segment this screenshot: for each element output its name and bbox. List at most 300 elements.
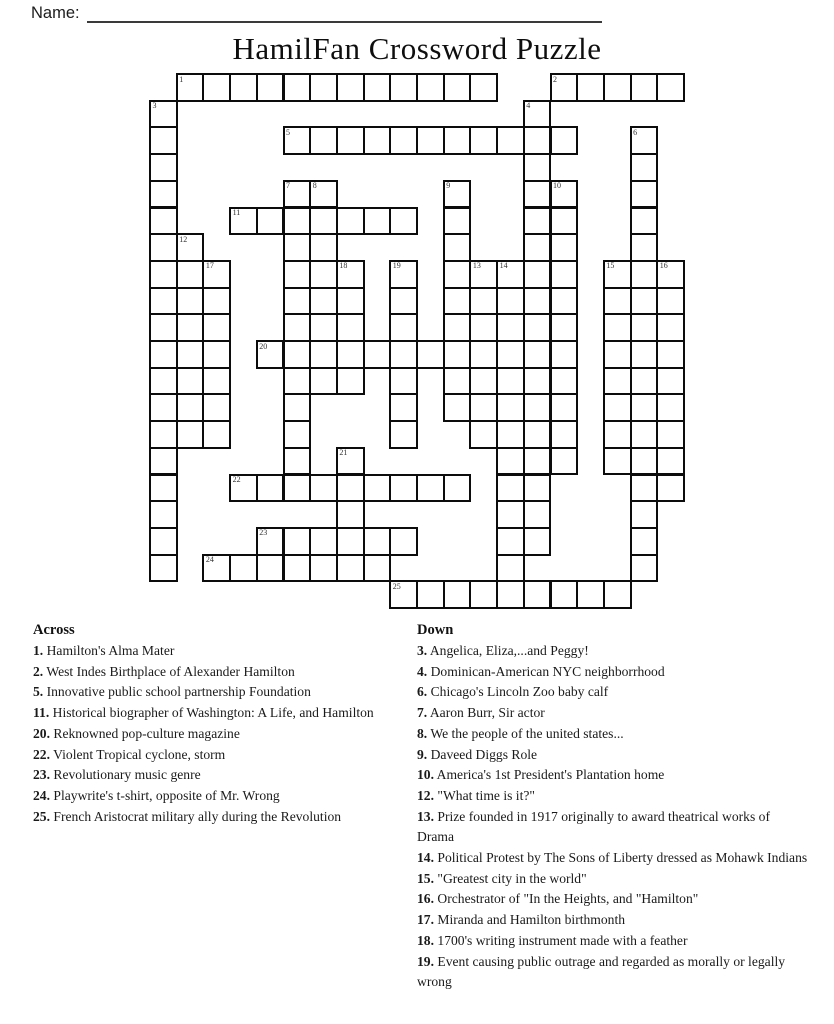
grid-cell[interactable] <box>283 313 312 342</box>
clue-number: 3. <box>417 643 428 658</box>
clue-item <box>33 703 413 724</box>
grid-cell[interactable] <box>149 447 178 476</box>
grid-cell[interactable] <box>363 73 392 102</box>
grid-cell[interactable] <box>550 393 579 422</box>
grid-cell[interactable] <box>389 313 418 342</box>
grid-cell[interactable] <box>149 393 178 422</box>
grid-cell[interactable] <box>283 554 312 583</box>
grid-cell[interactable] <box>523 527 552 556</box>
grid-cell[interactable] <box>656 474 685 503</box>
grid-cell[interactable] <box>656 73 685 102</box>
grid-cell[interactable] <box>496 420 525 449</box>
grid-cell[interactable] <box>149 500 178 529</box>
cell-number: 11 <box>232 208 241 217</box>
grid-cell[interactable] <box>656 447 685 476</box>
grid-cell[interactable] <box>283 233 312 262</box>
grid-cell[interactable] <box>202 420 231 449</box>
grid-cell[interactable] <box>496 367 525 396</box>
grid-cell[interactable] <box>336 313 365 342</box>
grid-cell[interactable] <box>496 554 525 583</box>
grid-cell[interactable] <box>443 233 472 262</box>
grid-cell[interactable] <box>630 527 659 556</box>
grid-cell[interactable] <box>443 126 472 155</box>
cell-number: 22 <box>232 475 241 484</box>
clue-number: 20. <box>33 725 50 741</box>
clue-item <box>417 807 809 848</box>
grid-cell[interactable] <box>496 340 525 369</box>
grid-cell[interactable] <box>202 287 231 316</box>
grid-cell[interactable] <box>416 580 445 609</box>
grid-cell[interactable] <box>229 554 258 583</box>
grid-cell[interactable] <box>496 287 525 316</box>
grid-cell[interactable] <box>630 420 659 449</box>
grid-cell[interactable] <box>176 420 205 449</box>
clue-item <box>33 682 413 703</box>
clue-number: 15. <box>417 870 434 886</box>
clue-item <box>417 703 809 724</box>
grid-cell[interactable] <box>336 287 365 316</box>
grid-cell[interactable] <box>283 73 312 102</box>
grid-cell[interactable] <box>523 233 552 262</box>
grid-cell[interactable] <box>443 73 472 102</box>
grid-cell[interactable] <box>256 474 285 503</box>
clue-number: 11. <box>33 705 50 721</box>
clue-text: Violent Tropical cyclone, storm <box>50 746 226 762</box>
clue-item <box>417 952 809 993</box>
grid-cell[interactable] <box>309 554 338 583</box>
grid-cell[interactable] <box>443 580 472 609</box>
clue-item <box>417 745 809 766</box>
name-label: Name: <box>31 4 80 22</box>
grid-cell[interactable] <box>309 527 338 556</box>
grid-cell[interactable] <box>149 233 178 262</box>
grid-cell[interactable] <box>336 367 365 396</box>
grid-cell[interactable] <box>443 287 472 316</box>
grid-cell[interactable] <box>469 393 498 422</box>
grid-cell[interactable] <box>523 287 552 316</box>
grid-cell[interactable] <box>256 73 285 102</box>
grid-cell[interactable] <box>550 420 579 449</box>
grid-cell[interactable] <box>576 580 605 609</box>
grid-cell[interactable] <box>389 340 418 369</box>
grid-cell[interactable] <box>389 287 418 316</box>
grid-cell[interactable] <box>363 126 392 155</box>
grid-cell[interactable] <box>176 313 205 342</box>
grid-cell[interactable] <box>149 420 178 449</box>
grid-cell[interactable] <box>389 126 418 155</box>
grid-cell[interactable] <box>309 474 338 503</box>
clue-text: Miranda and Hamilton birthmonth <box>434 912 626 928</box>
clue-number: 8. <box>417 725 428 741</box>
grid-cell[interactable] <box>309 260 338 289</box>
grid-cell[interactable] <box>283 367 312 396</box>
clue-text: Aaron Burr, Sir actor <box>427 705 545 721</box>
grid-cell[interactable] <box>149 287 178 316</box>
grid-cell[interactable] <box>603 287 632 316</box>
grid-cell[interactable] <box>630 73 659 102</box>
grid-cell[interactable] <box>363 207 392 236</box>
cell-number: 14 <box>499 261 508 271</box>
clue-number: 18. <box>417 932 434 948</box>
clue-text: Prize founded in 1917 originally to award theatrical works of Drama <box>417 808 770 845</box>
grid-cell[interactable] <box>416 73 445 102</box>
cell-number: 12 <box>179 234 188 244</box>
grid-cell[interactable] <box>389 420 418 449</box>
clue-number: 12. <box>417 787 434 803</box>
grid-cell[interactable] <box>630 367 659 396</box>
grid-cell[interactable] <box>496 313 525 342</box>
grid-cell[interactable] <box>149 367 178 396</box>
clue-number: 14. <box>417 850 434 866</box>
grid-cell[interactable] <box>149 340 178 369</box>
grid-cell[interactable] <box>550 287 579 316</box>
clue-item <box>33 662 413 683</box>
grid-cell[interactable] <box>523 474 552 503</box>
grid-cell[interactable] <box>309 367 338 396</box>
grid-cell[interactable] <box>363 554 392 583</box>
grid-cell[interactable] <box>416 474 445 503</box>
grid-cell[interactable] <box>389 73 418 102</box>
cell-number: 23 <box>259 528 268 538</box>
clue-item <box>417 662 809 683</box>
clue-number: 16. <box>417 891 434 907</box>
clue-number: 22. <box>33 746 50 762</box>
clue-item <box>417 931 809 952</box>
grid-cell[interactable] <box>523 340 552 369</box>
grid-cell[interactable] <box>336 500 365 529</box>
clue-item <box>33 641 413 662</box>
grid-cell[interactable] <box>336 554 365 583</box>
cell-number: 19 <box>392 261 401 271</box>
clue-text: Playwrite's t-shirt, opposite of Mr. Wrong <box>50 787 280 803</box>
grid-cell[interactable] <box>523 367 552 396</box>
grid-cell[interactable] <box>630 287 659 316</box>
name-underline <box>87 3 602 23</box>
grid-cell[interactable] <box>389 393 418 422</box>
cell-number: 2 <box>553 74 557 84</box>
grid-cell[interactable] <box>469 420 498 449</box>
grid-cell[interactable] <box>603 73 632 102</box>
clue-text: 1700's writing instrument made with a feather <box>434 932 688 948</box>
cell-number: 6 <box>633 127 638 137</box>
grid-cell[interactable] <box>603 340 632 369</box>
grid-cell[interactable] <box>336 527 365 556</box>
grid-cell[interactable] <box>283 260 312 289</box>
grid-cell[interactable] <box>630 233 659 262</box>
grid-cell[interactable] <box>309 340 338 369</box>
clue-number: 25. <box>33 808 50 824</box>
clue-text: French Aristocrat military ally during the Revolution <box>50 808 342 824</box>
cell-number: 9 <box>446 181 451 191</box>
clue-text: West Indes Birthplace of Alexander Hamilton <box>43 663 295 679</box>
grid-cell[interactable] <box>469 340 498 369</box>
clue-text: Innovative public school partnership Foundation <box>43 684 311 700</box>
grid-cell[interactable] <box>416 126 445 155</box>
grid-cell[interactable] <box>469 580 498 609</box>
grid-cell[interactable] <box>523 393 552 422</box>
cell-number: 3 <box>152 101 157 111</box>
grid-cell[interactable] <box>149 126 178 155</box>
grid-cell[interactable] <box>149 180 178 209</box>
grid-cell[interactable] <box>283 447 312 476</box>
grid-cell[interactable] <box>630 554 659 583</box>
clue-item <box>33 786 413 807</box>
grid-cell[interactable] <box>603 313 632 342</box>
clue-text: Political Protest by The Sons of Liberty dressed as Mohawk Indians <box>434 850 808 866</box>
grid-cell[interactable] <box>630 447 659 476</box>
grid-cell[interactable] <box>550 313 579 342</box>
grid-cell[interactable] <box>309 126 338 155</box>
clue-text: Chicago's Lincoln Zoo baby calf <box>427 684 609 700</box>
clue-number: 23. <box>33 767 50 783</box>
cell-number: 20 <box>259 341 268 351</box>
clue-item <box>417 682 809 703</box>
grid-cell[interactable] <box>309 207 338 236</box>
grid-cell[interactable] <box>550 580 579 609</box>
grid-cell[interactable] <box>496 527 525 556</box>
grid-cell[interactable] <box>523 207 552 236</box>
clue-text: America's 1st President's Plantation home <box>434 767 665 783</box>
clue-item <box>33 724 413 745</box>
grid-cell[interactable] <box>149 474 178 503</box>
grid-cell[interactable] <box>149 313 178 342</box>
grid-cell[interactable] <box>496 393 525 422</box>
grid-cell[interactable] <box>283 527 312 556</box>
cell-number: 10 <box>553 181 561 191</box>
grid-cell[interactable] <box>389 207 418 236</box>
clue-item <box>417 724 809 745</box>
grid-cell[interactable] <box>202 73 231 102</box>
grid-cell[interactable] <box>523 500 552 529</box>
grid-cell[interactable] <box>469 126 498 155</box>
across-clues-section <box>33 620 413 827</box>
grid-cell[interactable] <box>416 340 445 369</box>
clue-number: 5. <box>33 684 44 700</box>
clue-text: Revolutionary music genre <box>50 767 201 783</box>
grid-cell[interactable] <box>309 287 338 316</box>
grid-cell[interactable] <box>469 313 498 342</box>
grid-cell[interactable] <box>336 73 365 102</box>
grid-cell[interactable] <box>550 340 579 369</box>
grid-cell[interactable] <box>283 393 312 422</box>
cell-number: 24 <box>205 555 214 565</box>
grid-cell[interactable] <box>389 527 418 556</box>
grid-cell[interactable] <box>149 153 178 182</box>
clue-text: "What time is it?" <box>434 787 535 803</box>
grid-cell[interactable] <box>523 126 552 155</box>
clue-item <box>417 786 809 807</box>
grid-cell[interactable] <box>523 420 552 449</box>
clue-item <box>417 765 809 786</box>
grid-cell[interactable] <box>202 393 231 422</box>
grid-cell[interactable] <box>202 367 231 396</box>
grid-cell[interactable] <box>550 260 579 289</box>
grid-cell[interactable] <box>309 313 338 342</box>
grid-cell[interactable] <box>603 367 632 396</box>
clue-number: 24. <box>33 787 50 803</box>
grid-cell[interactable] <box>149 207 178 236</box>
cell-number: 7 <box>286 181 290 191</box>
grid-cell[interactable] <box>283 474 312 503</box>
grid-cell[interactable] <box>309 233 338 262</box>
cell-number: 18 <box>339 261 348 271</box>
grid-cell[interactable] <box>389 474 418 503</box>
grid-cell[interactable] <box>363 527 392 556</box>
grid-cell[interactable] <box>229 73 258 102</box>
grid-cell[interactable] <box>256 207 285 236</box>
grid-cell[interactable] <box>309 73 338 102</box>
grid-cell[interactable] <box>550 126 579 155</box>
grid-cell[interactable] <box>336 207 365 236</box>
cell-number: 4 <box>526 101 531 111</box>
grid-cell[interactable] <box>656 313 685 342</box>
name-row <box>31 4 80 23</box>
cell-number: 15 <box>606 261 615 271</box>
grid-cell[interactable] <box>443 393 472 422</box>
grid-cell[interactable] <box>523 180 552 209</box>
page-title: HamilFan Crossword Puzzle <box>232 31 602 66</box>
clue-item <box>33 765 413 786</box>
grid-cell[interactable] <box>603 420 632 449</box>
grid-cell[interactable] <box>176 340 205 369</box>
cell-number: 21 <box>339 448 348 458</box>
grid-cell[interactable] <box>630 153 659 182</box>
grid-cell[interactable] <box>283 287 312 316</box>
grid-cell[interactable] <box>630 500 659 529</box>
grid-cell[interactable] <box>469 287 498 316</box>
cell-number: 1 <box>179 74 184 84</box>
clue-item <box>417 910 809 931</box>
grid-cell[interactable] <box>176 287 205 316</box>
grid-cell[interactable] <box>283 207 312 236</box>
grid-cell[interactable] <box>656 393 685 422</box>
grid-cell[interactable] <box>630 474 659 503</box>
clue-number: 10. <box>417 767 434 783</box>
grid-cell[interactable] <box>176 393 205 422</box>
clue-text: Orchestrator of "In the Heights, and "Hamilton" <box>434 891 699 907</box>
grid-cell[interactable] <box>630 207 659 236</box>
grid-cell[interactable] <box>363 340 392 369</box>
grid-cell[interactable] <box>656 420 685 449</box>
grid-cell[interactable] <box>656 340 685 369</box>
grid-cell[interactable] <box>550 447 579 476</box>
grid-cell[interactable] <box>202 313 231 342</box>
grid-cell[interactable] <box>496 447 525 476</box>
clue-number: 19. <box>417 953 434 969</box>
grid-cell[interactable] <box>149 260 178 289</box>
grid-cell[interactable] <box>630 180 659 209</box>
grid-cell[interactable] <box>630 340 659 369</box>
grid-cell[interactable] <box>656 367 685 396</box>
grid-cell[interactable] <box>656 287 685 316</box>
clue-item <box>417 641 809 662</box>
across-header: Across <box>33 622 75 638</box>
grid-cell[interactable] <box>176 260 205 289</box>
clue-item <box>417 869 809 890</box>
clue-text: We the people of the united states... <box>427 725 624 741</box>
grid-cell[interactable] <box>523 447 552 476</box>
crossword-grid <box>149 73 686 610</box>
grid-cell[interactable] <box>550 367 579 396</box>
cell-number: 13 <box>472 261 481 271</box>
grid-cell[interactable] <box>336 474 365 503</box>
clue-text: Dominican-American NYC neighborrhood <box>427 663 665 679</box>
grid-cell[interactable] <box>202 340 231 369</box>
across-clue-list <box>33 641 413 827</box>
grid-cell[interactable] <box>550 207 579 236</box>
grid-cell[interactable] <box>176 367 205 396</box>
grid-cell[interactable] <box>469 73 498 102</box>
grid-cell[interactable] <box>363 474 392 503</box>
grid-cell[interactable] <box>496 500 525 529</box>
cell-number: 17 <box>205 261 214 271</box>
clue-number: 17. <box>417 912 434 928</box>
grid-cell[interactable] <box>603 447 632 476</box>
grid-cell[interactable] <box>496 580 525 609</box>
clue-number: 1. <box>33 643 44 658</box>
cell-number: 16 <box>659 261 668 271</box>
clue-text: "Greatest city in the world" <box>434 870 587 886</box>
grid-cell[interactable] <box>443 207 472 236</box>
clue-item <box>33 745 413 766</box>
down-header: Down <box>417 622 454 638</box>
grid-cell[interactable] <box>550 233 579 262</box>
clue-number: 2. <box>33 663 44 679</box>
grid-cell[interactable] <box>523 260 552 289</box>
grid-cell[interactable] <box>496 126 525 155</box>
clue-text: Hamilton's Alma Mater <box>43 643 175 658</box>
grid-cell[interactable] <box>630 393 659 422</box>
grid-cell[interactable] <box>149 527 178 556</box>
cell-number: 8 <box>312 181 317 191</box>
down-clue-list <box>417 641 809 993</box>
grid-cell[interactable] <box>443 340 472 369</box>
grid-cell[interactable] <box>443 474 472 503</box>
grid-cell[interactable] <box>336 126 365 155</box>
grid-cell[interactable] <box>523 153 552 182</box>
grid-cell[interactable] <box>496 474 525 503</box>
grid-cell[interactable] <box>469 367 498 396</box>
grid-cell[interactable] <box>283 340 312 369</box>
clue-item <box>33 807 413 828</box>
clue-text: Reknowned pop-culture magazine <box>50 725 240 741</box>
grid-cell[interactable] <box>630 313 659 342</box>
down-clues-section <box>417 620 809 993</box>
clue-text: Daveed Diggs Role <box>427 746 538 762</box>
grid-cell[interactable] <box>630 260 659 289</box>
clue-text: Angelica, Eliza,...and Peggy! <box>427 643 589 658</box>
grid-cell[interactable] <box>256 554 285 583</box>
grid-cell[interactable] <box>336 340 365 369</box>
grid-cell[interactable] <box>523 580 552 609</box>
grid-cell[interactable] <box>149 554 178 583</box>
grid-cell[interactable] <box>283 420 312 449</box>
grid-cell[interactable] <box>443 313 472 342</box>
grid-cell[interactable] <box>576 73 605 102</box>
clue-number: 13. <box>417 808 434 824</box>
grid-cell[interactable] <box>389 367 418 396</box>
clue-text: Event causing public outrage and regarded as morally or legally wrong <box>417 953 786 990</box>
clue-number: 7. <box>417 705 428 721</box>
clue-item <box>417 848 809 869</box>
grid-cell[interactable] <box>443 260 472 289</box>
grid-cell[interactable] <box>603 393 632 422</box>
grid-cell[interactable] <box>443 367 472 396</box>
clue-text: Historical biographer of Washington: A Life, and Hamilton <box>49 705 374 721</box>
grid-cell[interactable] <box>603 580 632 609</box>
clue-number: 6. <box>417 684 428 700</box>
grid-cell[interactable] <box>523 313 552 342</box>
